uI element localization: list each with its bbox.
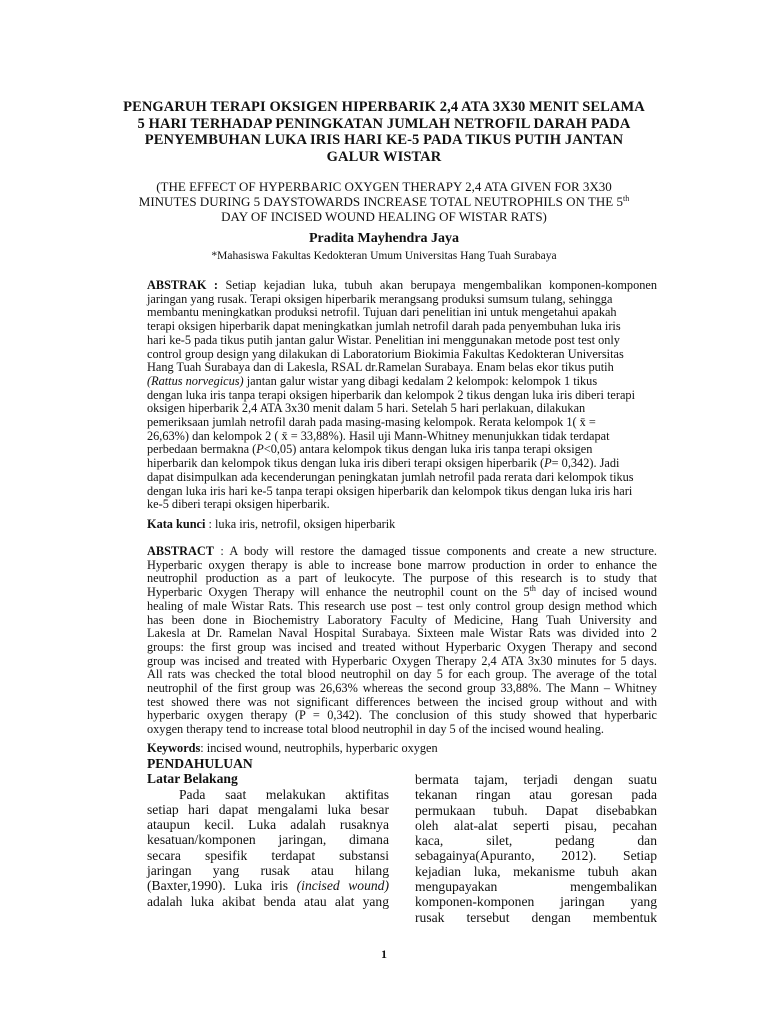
- body-line: mengupayakan mengembalikan: [415, 879, 657, 895]
- title-line: 5 HARI TERHADAP PENINGKATAN JUMLAH NETROFIL DARAH PADA: [137, 115, 631, 132]
- title-line: PENYEMBUHAN LUKA IRIS HARI KE-5 PADA TIKUS PUTIH JANTAN: [144, 132, 624, 148]
- superscript: th: [529, 584, 536, 594]
- p-symbol: P: [256, 442, 264, 457]
- abstract-line: [147, 375, 657, 389]
- body-line: Pada saat melakukan aktifitas: [179, 786, 389, 802]
- abstract-line: [147, 279, 657, 293]
- abstract-line: 26,63%) dan kelompok 2 ( x̄ = 33,88%). Hasil uji Mann-Whitney menunjukkan tidak terdapat: [147, 428, 610, 443]
- abstract-line: test showed there was not significant differences between the incised group without and with: [147, 694, 657, 709]
- p-symbol: P: [544, 456, 552, 471]
- keywords-label: Keywords: [147, 741, 201, 755]
- abstract-line: dengan luka iris hari ke-5 tanpa terapi oksigen hiperbarik dan kelompok tikus dengan luka iris hari: [147, 483, 633, 498]
- abstract-line: control group design yang dilakukan di Laboratorium Biokimia Fakultas Kedokteran Universitas: [147, 346, 624, 361]
- body-line: rusak tersebut dengan membentuk: [415, 909, 657, 925]
- superscript: th: [622, 194, 630, 203]
- abstract-line: [147, 586, 657, 600]
- english-title-text: MINUTES DURING 5 DAYSTOWARDS INCREASE TOTAL NEUTROPHILS ON THE 5: [138, 194, 623, 209]
- body-line: oleh alat-alat seperti pisau, pecahan: [415, 817, 657, 833]
- abstract-line: Hang Tuah Surabaya dan di Lakesla, RSAL dr.Ramelan Surabaya. Enam belas ekor tikus putih: [147, 360, 614, 375]
- body-text: (Baxter,1990). Luka iris: [147, 878, 297, 894]
- abstract-text: day of incised wound: [535, 585, 657, 600]
- abstrak-label: ABSTRAK :: [147, 278, 218, 292]
- abstract-line: pemeriksaan jumlah netrofil darah pada masing-masing kelompok. Rerata kelompok 1( x̄ =: [147, 415, 596, 430]
- abstract-line: neutrophil of the first group was 26,63% whereas the second group 33,88%. The Mann – Whitney: [147, 681, 657, 696]
- english-title: [120, 179, 648, 224]
- kata-kunci-text: : luka iris, netrofil, oksigen hiperbarik: [205, 517, 396, 531]
- abstract-line: [147, 457, 657, 471]
- body-column-right: [415, 772, 657, 925]
- body-line: kejadian luka, mekanisme tubuh akan: [415, 863, 657, 879]
- abstract-line: jaringan yang rusak. Terapi oksigen hiperbarik merangsang produksi sumsum tulang, sehingga: [147, 291, 613, 306]
- subsection-heading: Latar Belakang: [147, 771, 238, 787]
- title-line: PENGARUH TERAPI OKSIGEN HIPERBARIK 2,4 ATA 3X30 MENIT SELAMA: [123, 99, 645, 115]
- body-line: kesatuan/komponen jaringan, dimana: [147, 832, 389, 848]
- paper-title: [120, 99, 648, 165]
- abstract-line: group was incised and treated with Hyperbaric Oxygen Therapy 2,4 ATA 3x30 minutes for 5 days.: [147, 653, 657, 668]
- abstract-section: [147, 545, 657, 737]
- abstract-text: <0,05) antara kelompok tikus dengan luka iris tanpa terapi oksigen: [263, 442, 593, 457]
- title-line: GALUR WISTAR: [326, 148, 442, 165]
- abstract-line: All rats was checked the total blood neutrophil on day 5 for each group. The average of the total: [147, 667, 657, 682]
- abstract-line: has been done in Biochemistry Laboratory Faculty of Medicine, Hang Tuah University and: [147, 612, 657, 627]
- abstract-line: hari ke-5 pada tikus putih jantan galur Wistar. Penelitian ini menggunakan metode post test only: [147, 332, 620, 347]
- abstract-text: jantan galur wistar yang dibagi kedalam 2 kelompok: kelompok 1 tikus: [243, 373, 598, 388]
- abstrak-section: [147, 279, 657, 512]
- section-heading: PENDAHULUAN: [147, 756, 253, 771]
- abstract-text: perbedaan bermakna (: [147, 442, 257, 457]
- abstract-text: Hyperbaric Oxygen Therapy will enhance the neutrophil count on the 5: [147, 585, 530, 600]
- body-line: secara spesifik terdapat substansi: [147, 847, 389, 863]
- english-title-line: DAY OF INCISED WOUND HEALING OF WISTAR RATS): [221, 209, 547, 224]
- abstract-line: terapi oksigen hiperbarik dapat meningkatkan jumlah netrofil darah pada penyembuhan luka iris: [147, 319, 621, 334]
- abstract-line: Lakesla at Dr. Ramelan Naval Hospital Surabaya. Sixteen male Wistar Rats was divided into 2: [147, 626, 657, 641]
- abstract-line: ke-5 diberi terapi oksigen hiperbarik.: [147, 497, 330, 512]
- body-line: [147, 878, 389, 893]
- body-column-left: [147, 756, 389, 909]
- body-line: adalah luka akibat benda atau alat yang: [147, 893, 389, 909]
- abstract-line: healing of male Wistar Rats. This research use post – test only control group design method which: [147, 598, 657, 613]
- abstract-text: hiperbarik dan kelompok tikus dengan luka iris diberi terapi oksigen hiperbarik (: [147, 456, 545, 471]
- kata-kunci-label: Kata kunci: [147, 517, 206, 531]
- abstract-line: oksigen hiperbarik 2,4 ATA 3x30 menit dalam 5 hari. Setelah 5 hari perlakuan, dilakukan: [147, 401, 586, 416]
- abstract-line: hyperbaric oxygen therapy (P = 0,342). The conclusion of this study showed that hyperbaric: [147, 708, 657, 723]
- abstract-text: Setiap kejadian luka, tubuh akan berupaya mengembalikan komponen-komponen: [225, 278, 657, 292]
- abstract-line: dapat disimpulkan ada kecenderungan peningkatan jumlah netrofil pada rerata dari kelompok tikus: [147, 469, 634, 484]
- english-title-line: (THE EFFECT OF HYPERBARIC OXYGEN THERAPY 2,4 ATA GIVEN FOR 3X30: [156, 179, 612, 194]
- abstract-line: dengan luka iris tanpa terapi oksigen hiperbarik dan kelompok 2 tikus dengan luka iris diberi terapi: [147, 387, 635, 402]
- body-line: sebagainya(Apuranto, 2012). Setiap: [415, 848, 657, 864]
- body-line: kaca, silet, pedang dan: [415, 833, 657, 849]
- body-line: ataupun kecil. Luka adalah rusaknya: [147, 817, 389, 833]
- keywords-text: : incised wound, neutrophils, hyperbaric oxygen: [200, 741, 438, 755]
- author-affiliation: *Mahasiswa Fakultas Kedokteran Umum Universitas Hang Tuah Surabaya: [211, 250, 557, 262]
- abstract-line: [147, 545, 657, 559]
- species-name: (Rattus norvegicus): [147, 373, 244, 388]
- body-line: tekanan ringan atau goresan pada: [415, 787, 657, 803]
- kata-kunci: [147, 517, 395, 532]
- body-line: jaringan yang rusak atau hilang: [147, 863, 389, 879]
- body-line: komponen-komponen jaringan yang: [415, 894, 657, 910]
- body-line: setiap hari dapat mengalami luka besar: [147, 801, 389, 817]
- body-line: bermata tajam, terjadi dengan suatu: [415, 772, 657, 787]
- abstract-line: membantu meningkatkan produksi netrofil. Tujuan dari penelitian ini untuk mengetahui apakah: [147, 305, 617, 320]
- abstract-line: [147, 443, 657, 457]
- abstract-line: groups: the first group was incised and treated without Hyperbaric Oxygen Therapy and second: [147, 639, 657, 654]
- abstract-line: neutrophil production as a part of leukocyte. The purpose of this research is to study that: [147, 571, 657, 586]
- body-italic-text: (incised wound): [296, 878, 389, 894]
- abstract-line: Hyperbaric oxygen therapy is able to increase bone marrow production in order to enhance the: [147, 557, 657, 572]
- abstract-line: oxygen therapy tend to increase total blood neutrophil in day 5 of the incised wound healing.: [147, 722, 604, 737]
- page-number: 1: [381, 947, 387, 961]
- abstract-text: : A body will restore the damaged tissue components and create a new structure.: [213, 544, 657, 558]
- abstract-text: = 0,342). Jadi: [551, 456, 620, 471]
- abstract-label: ABSTRACT: [147, 544, 214, 558]
- author-name: Pradita Mayhendra Jaya: [308, 231, 460, 246]
- body-line: permukaan tubuh. Dapat disebabkan: [415, 802, 657, 818]
- keywords: [147, 741, 438, 756]
- english-title-line: [120, 194, 648, 209]
